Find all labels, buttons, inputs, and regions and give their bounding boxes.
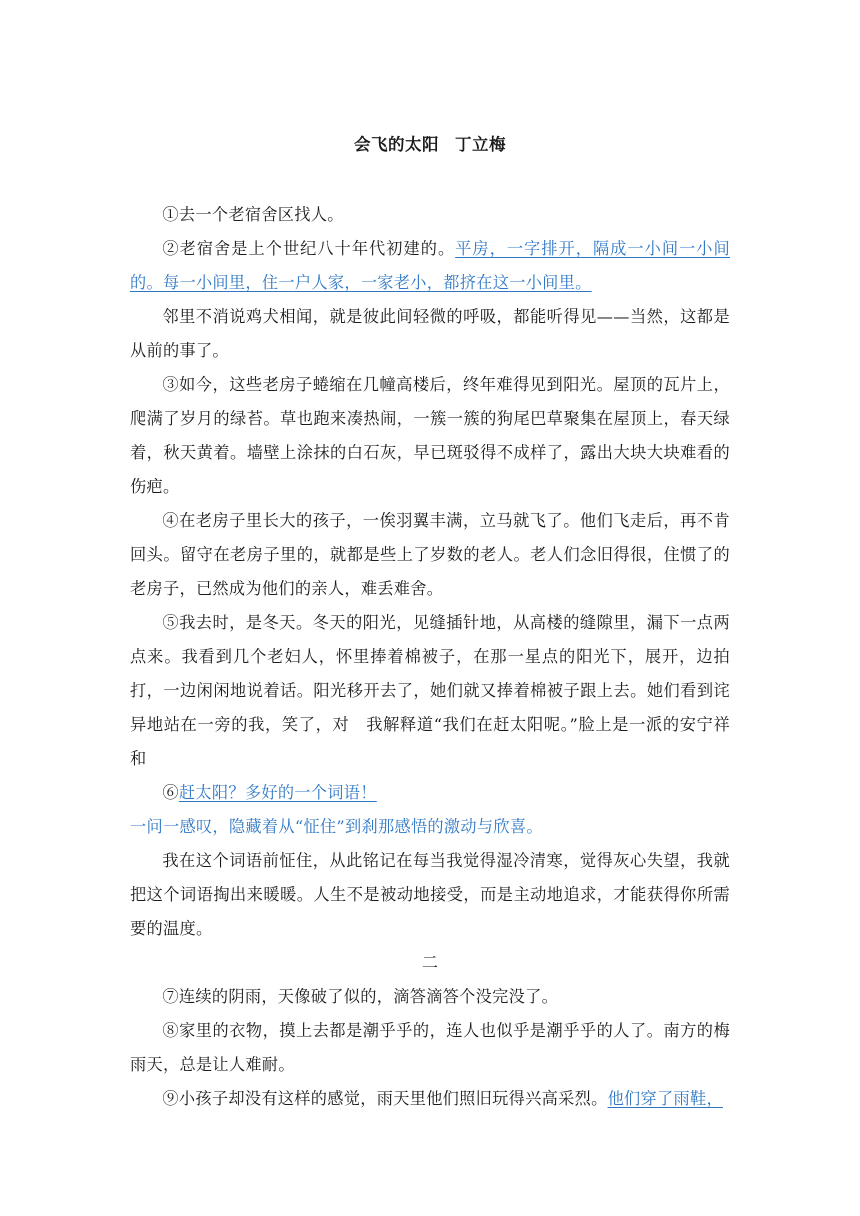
- document-page: [130, 128, 730, 1116]
- annotation-comment: 一问一感叹，隐藏着从“怔住”到刹那感悟的激动与欣喜。: [130, 817, 543, 836]
- paragraph-5: ④在老房子里长大的孩子，一俟羽翼丰满，立马就飞了。他们飞走后，再不肯回头。留守在老房子里的，就都是些上了岁数的老人。老人们念旧得很，住惯了的老房子，已然成为他们的亲人，难丢难舍。: [130, 511, 730, 598]
- paragraph-6: ⑤我去时，是冬天。冬天的阳光，见缝插针地，从高楼的缝隙里，漏下一点两点来。我看到几个老妇人，怀里捧着棉被子，在那一星点的阳光下，展开，边拍打，一边闲闲地说着话。阳光移开去了，她们就又捧着棉被子跟上去。她们看到诧异地站在一旁的我，笑了，对 我解释道“我们在赶太阳呢。”脸上是一派的安宁祥和: [130, 613, 730, 768]
- paragraph-7-annotated: 赶太阳？多好的一个词语！: [178, 783, 377, 802]
- paragraph-10: ⑦连续的阴雨，天像破了似的，滴答滴答个没完没了。: [162, 987, 559, 1006]
- paragraph-9: 我在这个词语前怔住，从此铭记在每当我觉得湿冷清寒，觉得灰心失望，我就把这个词语掏出来暖暖。人生不是被动地接受，而是主动地追求，才能获得你所需要的温度。: [130, 851, 730, 938]
- paragraph-2-annotated: 平房，一字排开，隔成一小间一小间的。每一小间里，住一户人家，一家老小，都挤在这一小间里。: [130, 239, 730, 292]
- paragraph-4: ③如今，这些老房子蜷缩在几幢高楼后，终年难得见到阳光。屋顶的瓦片上，爬满了岁月的绿苔。草也跑来凑热闹，一簇一簇的狗尾巴草聚集在屋顶上，春天绿着，秋天黄着。墙壁上涂抹的白石灰，早已斑驳得不成样了，露出大块大块难看的伤疤。: [130, 375, 730, 496]
- section-heading-2: 二: [421, 953, 439, 972]
- article-title: [130, 128, 730, 162]
- paragraph-12-annotated: 他们穿了雨鞋，: [607, 1089, 723, 1108]
- paragraph-7: [130, 776, 730, 810]
- paragraph-7-number: ⑥: [162, 783, 179, 802]
- paragraph-12-text: ⑨小孩子却没有这样的感觉，雨天里他们照旧玩得兴高采烈。: [162, 1089, 608, 1108]
- title-text: 会飞的太阳: [354, 135, 439, 154]
- paragraph-2-text: ②老宿舍是上个世纪八十年代初建的。: [162, 239, 456, 258]
- paragraph-3: 邻里不消说鸡犬相闻，就是彼此间轻微的呼吸，都能听得见——当然，这都是从前的事了。: [130, 307, 730, 360]
- paragraph-11: ⑧家里的衣物，摸上去都是潮乎乎的，连人也似乎是潮乎乎的人了。南方的梅雨天，总是让人难耐。: [130, 1021, 730, 1074]
- paragraph-1: ①去一个老宿舍区找人。: [162, 205, 344, 224]
- paragraph-12: [130, 1082, 730, 1116]
- title-author: 丁立梅: [455, 135, 506, 154]
- paragraph-2: [130, 232, 730, 300]
